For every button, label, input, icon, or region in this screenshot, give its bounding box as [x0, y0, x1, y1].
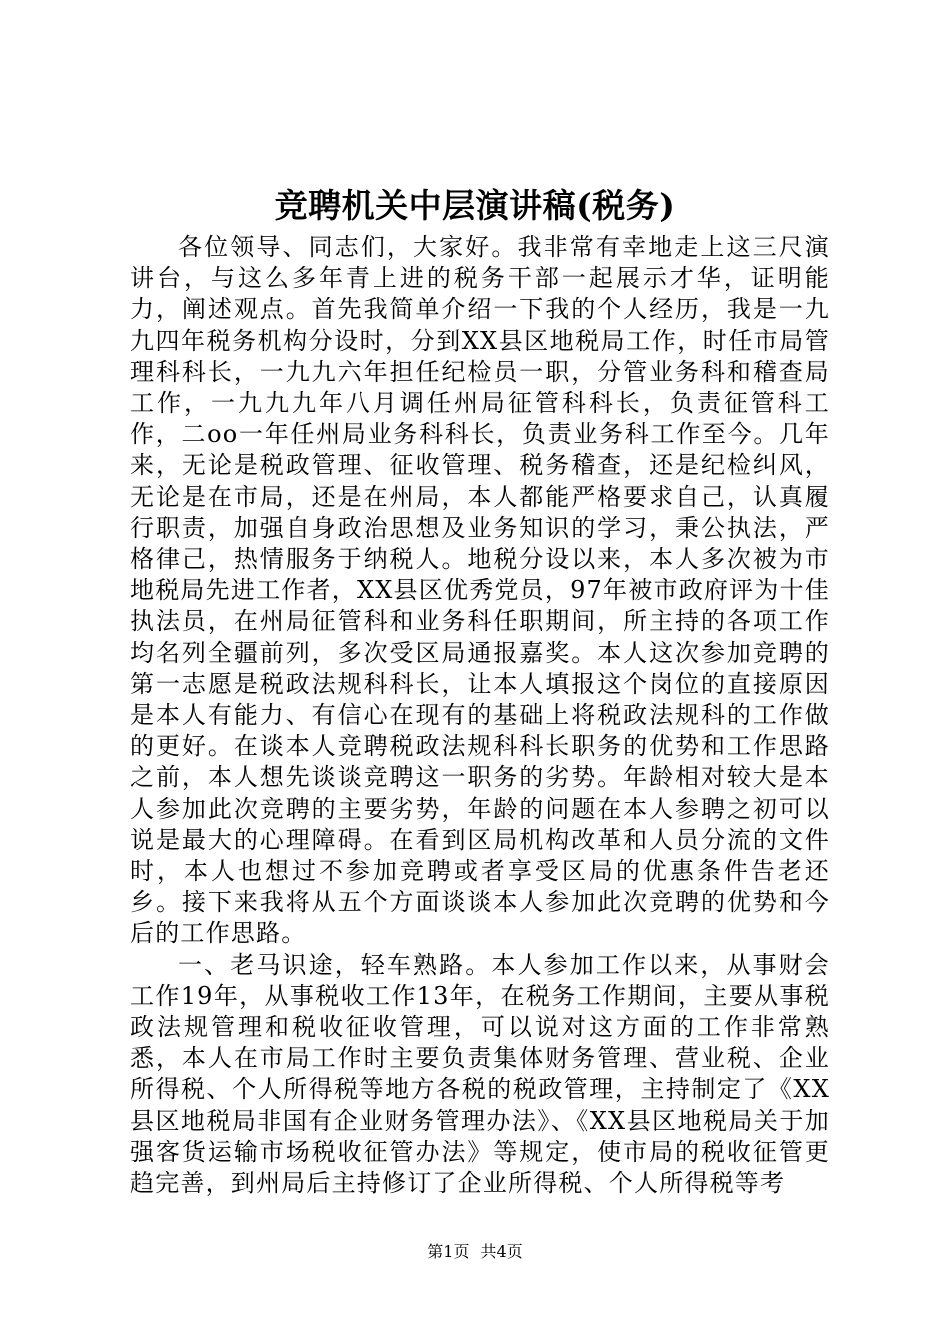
document-body — [130, 232, 830, 1199]
page-footer — [0, 1241, 950, 1263]
paragraph-opening: 各位领导、同志们，大家好。我非常有幸地走上这三尺演讲台，与这么多年青上进的税务干部一起展示才华，证明能力，阐述观点。首先我简单介绍一下我的个人经历，我是一九九四年税务机构分设时，分到XX县区地税局工作，时任市局管理科科长，一九九六年担任纪检员一职，分管业务科和稽查局工作，一九九九年八月调任州局征管科科长，负责征管科工作，二oo一年任州局业务科科长，负责业务科工作至今。几年来，无论是税政管理、征收管理、税务稽查，还是纪检纠风，无论是在市局，还是在州局，本人都能严格要求自己，认真履行职责，加强自身政治思想及业务知识的学习，秉公执法，严格律己，热情服务于纳税人。地税分设以来，本人多次被为市地税局先进工作者，XX县区优秀党员，97年被市政府评为十佳执法员，在州局征管科和业务科任职期间，所主持的各项工作均名列全疆前列，多次受区局通报嘉奖。本人这次参加竞聘的第一志愿是税政法规科科长，让本人填报这个岗位的直接原因是本人有能力、有信心在现有的基础上将税政法规科的工作做的更好。在谈本人竞聘税政法规科科长职务的优势和工作思路之前，本人想先谈谈竞聘这一职务的劣势。年龄相对较大是本人参加此次竞聘的主要劣势，年龄的问题在本人参聘之初可以说是最大的心理障碍。在看到区局机构改革和人员分流的文件时，本人也想过不参加竞聘或者享受区局的优惠条件告老还乡。接下来我将从五个方面谈谈本人参加此次竞聘的优势和今后的工作思路。 — [130, 233, 830, 948]
paragraph-point-one: 一、老马识途，轻车熟路。本人参加工作以来，从事财会工作19年，从事税收工作13年，在税务工作期间，主要从事税政法规管理和税收征收管理，可以说对这方面的工作非常熟悉，本人在市局工作时主要负责集体财务管理、营业税、企业所得税、个人所得税等地方各税的税政管理，主持制定了《XX县区地税局非国有企业财务管理办法》、《XX县区地税局关于加强客货运输市场税收征管办法》等规定，使市局的税收征管更趋完善，到州局后主持修订了企业所得税、个人所得税等考 — [130, 950, 830, 1198]
page-number: 第1页 — [427, 1242, 470, 1261]
page-total: 共4页 — [480, 1242, 523, 1261]
document-title: 竞聘机关中层演讲稿(税务) — [274, 186, 676, 225]
